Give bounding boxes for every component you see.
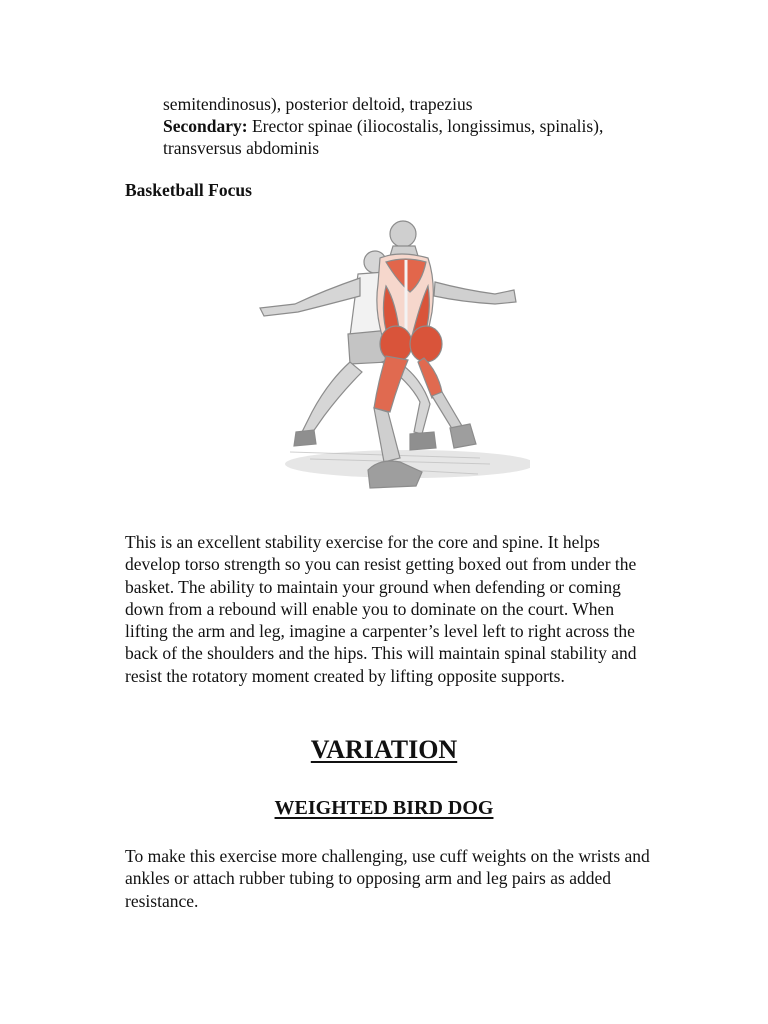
- secondary-label: Secondary:: [163, 116, 248, 136]
- variation-subtitle: [0, 797, 768, 820]
- secondary-muscles-continued: transversus abdominis: [163, 138, 320, 158]
- variation-paragraph: To make this exercise more challenging, use cuff weights on the wrists and ankles or attach rubber tubing to opposing arm and leg pairs as added resistance.: [125, 846, 650, 911]
- variation-subtitle-text: WEIGHTED BIRD DOG: [274, 797, 494, 819]
- basketball-focus-paragraph: This is an excellent stability exercise for the core and spine. It helps develop torso strength so you can resist getting boxed out from under the basket. The ability to maintain your ground when defending or coming down from a rebound will enable you to dominate on the court. When lifting the arm and leg, imagine a carpenter’s level left to right across the back of the shoulders and the hips. This will maintain spinal stability and resist the rotatory moment created by lifting opposite supports.: [125, 532, 637, 686]
- muscles-list: [163, 93, 683, 159]
- secondary-muscles: [163, 115, 683, 137]
- basketball-boxout-illustration: [250, 212, 530, 507]
- section-heading: Basketball Focus: [125, 180, 252, 200]
- variation-title: [0, 735, 768, 765]
- illustration-svg: [250, 212, 530, 507]
- secondary-text: Erector spinae (iliocostalis, longissimus, spinalis),: [247, 116, 604, 136]
- variation-title-text: VARIATION: [310, 735, 458, 764]
- primary-muscles-continued: semitendinosus), posterior deltoid, trapezius: [163, 94, 473, 114]
